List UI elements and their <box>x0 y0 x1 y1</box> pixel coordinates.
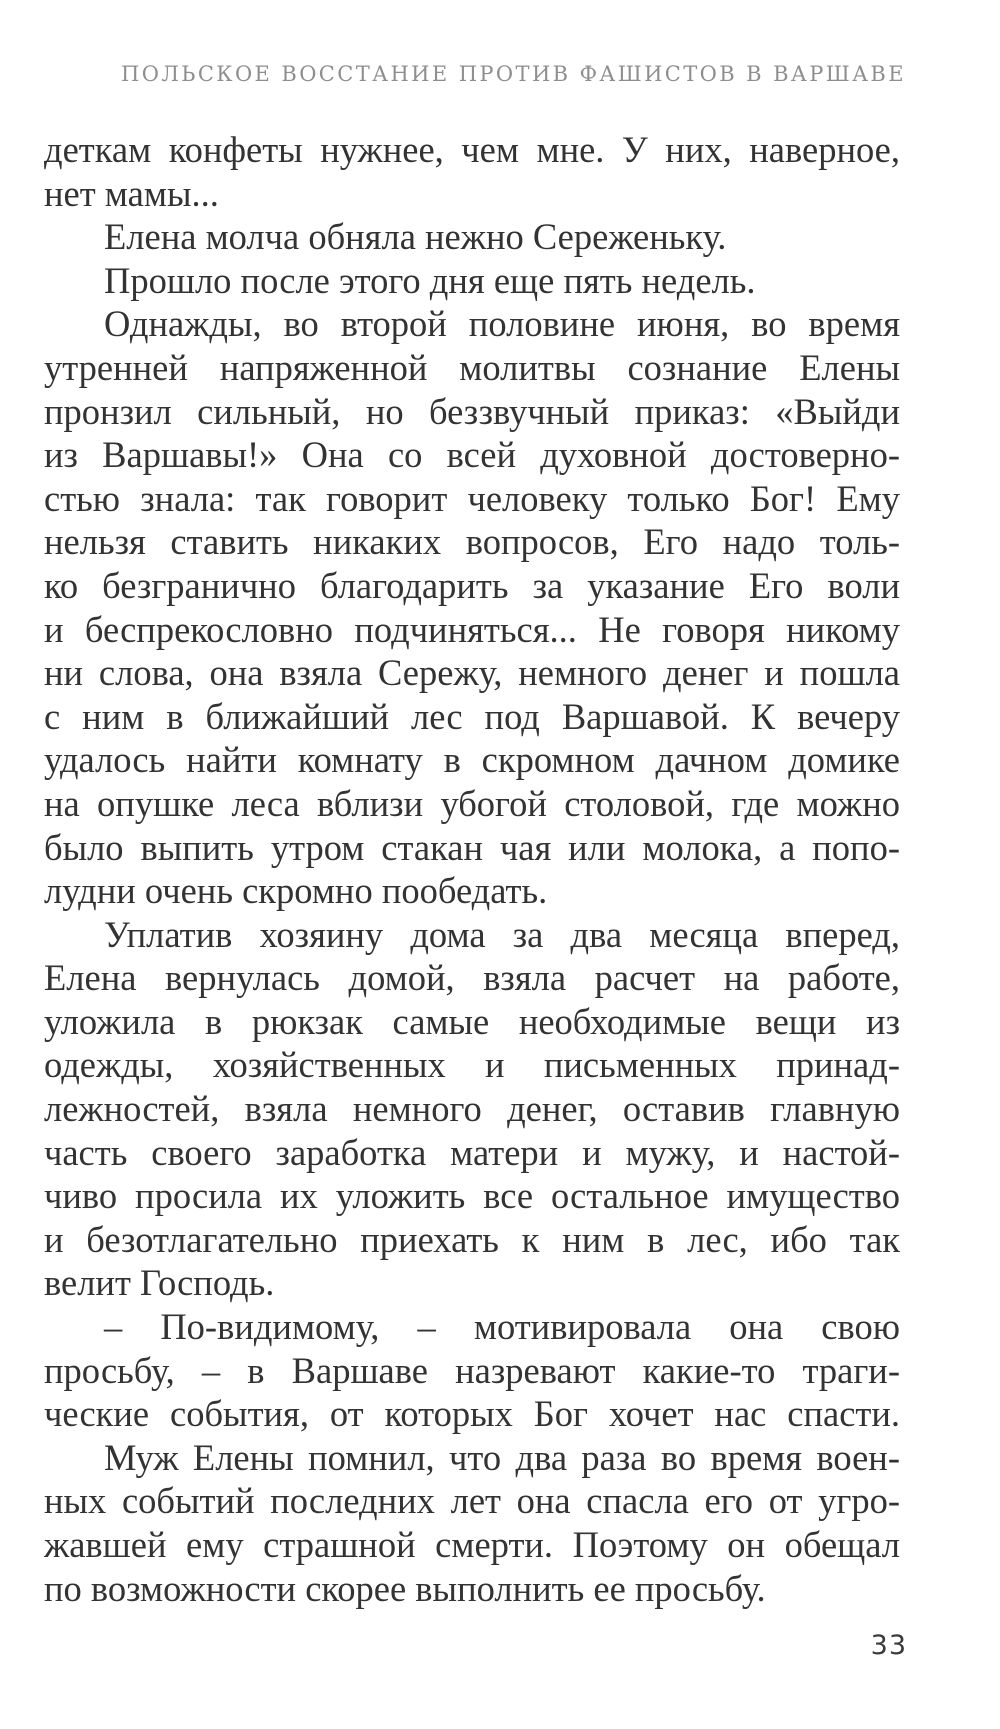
text-line: удалось найти комнату в скромном дачном домике <box>44 739 900 781</box>
text-line: ческие события, от которых Бог хочет нас спасти. <box>44 1393 900 1435</box>
text-line: на опушке леса вблизи убогой столовой, где можно <box>44 782 900 824</box>
text-line: Однажды, во второй половине июня, во время <box>104 303 900 345</box>
text-line: было выпить утром стакан чая или молока, а попо- <box>44 826 900 868</box>
text-line: и беспрекословно подчиняться... Не говоря никому <box>44 608 900 650</box>
text-line: велит Господь. <box>44 1262 275 1304</box>
page-number: 33 <box>870 1630 907 1661</box>
text-line: деткам конфеты нужнее, чем мне. У них, наверное, <box>44 129 900 170</box>
text-line: стью знала: так говорит человеку только Бог! Ему <box>44 477 900 519</box>
text-line: и безотлагательно приехать к ним в лес, ибо так <box>44 1218 900 1260</box>
text-line: часть своего заработка матери и мужу, и настой- <box>44 1131 900 1173</box>
running-head: ПОЛЬСКОЕ ВОССТАНИЕ ПРОТИВ ФАШИСТОВ В ВАРШАВЕ <box>121 62 906 86</box>
text-line: лежностей, взяла немного денег, оставив главную <box>44 1088 900 1130</box>
text-line: ни слова, она взяла Сережу, немного денег и пошла <box>44 652 900 694</box>
text-line: лудни очень скромно пообедать. <box>44 870 548 912</box>
text-line: нельзя ставить никаких вопросов, Его надо толь- <box>44 521 900 563</box>
text-line: уложила в рюкзак самые необходимые вещи из <box>44 1000 900 1042</box>
body-text <box>44 128 900 1610</box>
text-line: ных событий последних лет она спасла его от угро- <box>44 1480 900 1522</box>
text-line: Елена молча обняла нежно Сереженьку. <box>104 216 727 258</box>
text-line: чиво просила их уложить все остальное имущество <box>44 1175 900 1217</box>
text-line: Прошло после этого дня еще пять недель. <box>104 259 756 301</box>
text-line: нет мамы... <box>44 172 219 214</box>
text-line: по возможности скорее выполнить ее просьбу. <box>44 1567 766 1609</box>
text-line: утренней напряженной молитвы сознание Елены <box>44 346 900 388</box>
text-line: Уплатив хозяину дома за два месяца вперед, <box>104 913 900 955</box>
text-line: одежды, хозяйственных и письменных принад- <box>44 1044 900 1086</box>
text-line: с ним в ближайший лес под Варшавой. К вечеру <box>44 695 900 737</box>
text-line: просьбу, – в Варшаве назревают какие-то траги- <box>44 1349 900 1391</box>
text-line: из Варшавы!» Она со всей духовной достоверно- <box>44 434 900 476</box>
text-line: жавшей ему страшной смерти. Поэтому он обещал <box>44 1524 900 1565</box>
text-line: – По-видимому, – мотивировала она свою <box>104 1306 900 1348</box>
text-line: пронзил сильный, но беззвучный приказ: «Выйди <box>44 390 900 432</box>
text-line: ко безгранично благодарить за указание Его воли <box>44 564 900 606</box>
text-line: Муж Елены помнил, что два раза во время воен- <box>104 1436 900 1478</box>
text-line: Елена вернулась домой, взяла расчет на работе, <box>44 957 900 999</box>
